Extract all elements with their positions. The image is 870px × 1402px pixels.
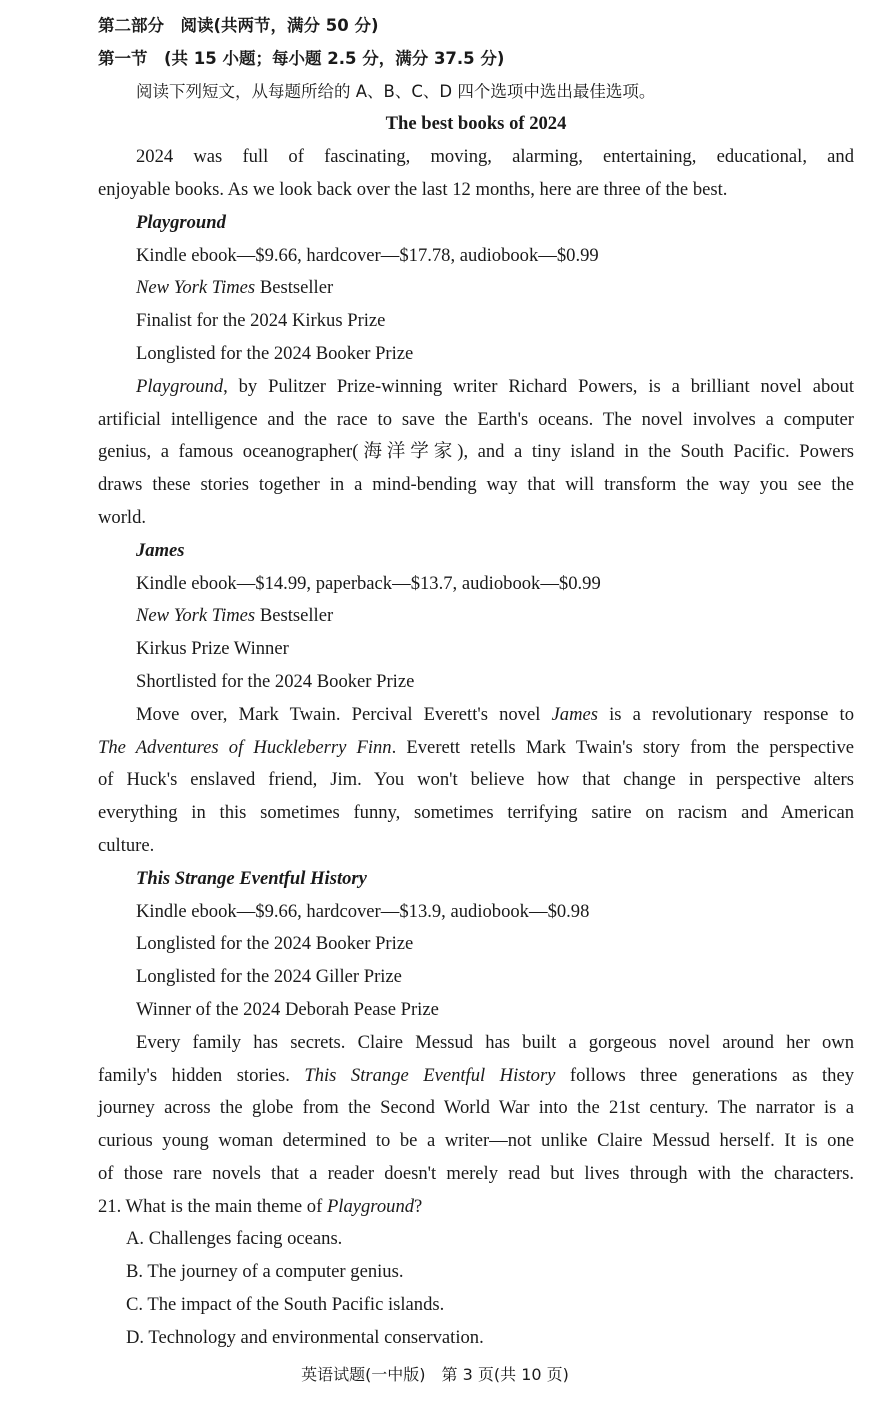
book-desc-line: draws these stories together in a mind-bending way that will transform the way you see the: [98, 474, 854, 496]
book-desc-line: [98, 699, 854, 732]
inline-title: The Adventures of Huckleberry Finn: [98, 736, 392, 758]
inline-title: This Strange Eventful History: [304, 1064, 556, 1086]
book-desc-line: journey across the globe from the Second World War into the 21st century. The narrator is a: [98, 1097, 854, 1119]
question-stem: [98, 1191, 854, 1224]
part-title: 第二部分 阅读(共两节，满分 50 分): [98, 16, 379, 35]
book-honor: Longlisted for the 2024 Booker Prize: [136, 933, 414, 955]
option-c: C. The impact of the South Pacific islands.: [126, 1294, 445, 1316]
book-desc-line: curious young woman determined to be a writer—not unlike Claire Messud herself. It is one: [98, 1130, 854, 1152]
book-honor: Shortlisted for the 2024 Booker Prize: [136, 670, 415, 692]
book-desc-line: [98, 732, 854, 765]
section-title: 第一节 (共 15 小题；每小题 2.5 分，满分 37.5 分): [98, 48, 505, 68]
inline-title: Playground: [326, 1195, 415, 1217]
book-desc-line: everything in this sometimes funny, sometimes terrifying satire on racism and American: [98, 802, 854, 824]
option-d: D. Technology and environmental conservation.: [126, 1326, 484, 1348]
book-honor: Longlisted for the 2024 Booker Prize: [136, 342, 414, 364]
question-text: 21. What is the main theme of: [98, 1195, 327, 1217]
book-honor: Finalist for the 2024 Kirkus Prize: [136, 310, 386, 332]
book-desc-line: of Huck's enslaved friend, Jim. You won't believe how that change in perspective alters: [98, 769, 854, 791]
book-title-strange-history: This Strange Eventful History: [136, 867, 367, 889]
book-title-james: James: [136, 539, 185, 561]
instruction: 阅读下列短文，从每题所给的 A、B、C、D 四个选项中选出最佳选项。: [136, 81, 656, 101]
article-title: The best books of 2024: [385, 113, 567, 135]
intro-line-1: 2024 was full of fascinating, moving, alarming, entertaining, educational, and: [136, 146, 854, 168]
inline-title: James: [551, 703, 598, 725]
honor-italic: New York Times: [136, 277, 256, 299]
book-desc-line: of those rare novels that a reader doesn't merely read but lives through with the characters.: [98, 1162, 854, 1184]
book-desc-line: genius, a famous oceanographer(海洋学家), and a tiny island in the South Pacific. Powers: [98, 441, 854, 463]
honor-text: Bestseller: [255, 277, 334, 299]
option-b: B. The journey of a computer genius.: [126, 1261, 404, 1283]
page-footer: 英语试题(一中版) 第 3 页(共 10 页): [301, 1365, 569, 1384]
book-honor: [98, 600, 854, 633]
question-text: ?: [414, 1195, 423, 1217]
honor-text: Bestseller: [255, 605, 334, 627]
desc-text: , by Pulitzer Prize-winning writer Richard Powers, is a brilliant novel about: [223, 375, 854, 397]
book-prices: Kindle ebook—$14.99, paperback—$13.7, audiobook—$0.99: [136, 572, 601, 594]
desc-text: family's hidden stories.: [98, 1064, 305, 1086]
book-title-playground: Playground: [136, 211, 226, 233]
book-desc-line: [98, 371, 854, 404]
desc-text: is a revolutionary response to: [598, 703, 854, 725]
book-honor: [98, 272, 854, 305]
book-honor: Kirkus Prize Winner: [136, 638, 289, 660]
book-prices: Kindle ebook—$9.66, hardcover—$13.9, audiobook—$0.98: [136, 900, 590, 922]
book-desc-line: artificial intelligence and the race to save the Earth's oceans. The novel involves a computer: [98, 408, 854, 430]
desc-text: follows three generations as they: [555, 1064, 854, 1086]
intro-line-2: enjoyable books. As we look back over the last 12 months, here are three of the best.: [98, 178, 728, 200]
book-desc-line: [98, 1060, 854, 1093]
option-a: A. Challenges facing oceans.: [126, 1228, 343, 1250]
inline-title: Playground: [136, 375, 224, 397]
honor-italic: New York Times: [136, 605, 256, 627]
book-desc-line: Every family has secrets. Claire Messud has built a gorgeous novel around her own: [136, 1031, 854, 1053]
book-desc-line: culture.: [98, 834, 155, 856]
exam-page: [98, 10, 854, 1355]
book-honor: Winner of the 2024 Deborah Pease Prize: [136, 998, 439, 1020]
desc-text: . Everett retells Mark Twain's story from the perspective: [391, 736, 854, 758]
desc-text: Move over, Mark Twain. Percival Everett's novel: [136, 703, 552, 725]
book-prices: Kindle ebook—$9.66, hardcover—$17.78, audiobook—$0.99: [136, 244, 599, 266]
book-honor: Longlisted for the 2024 Giller Prize: [136, 966, 402, 988]
book-desc-line: world.: [98, 506, 147, 528]
